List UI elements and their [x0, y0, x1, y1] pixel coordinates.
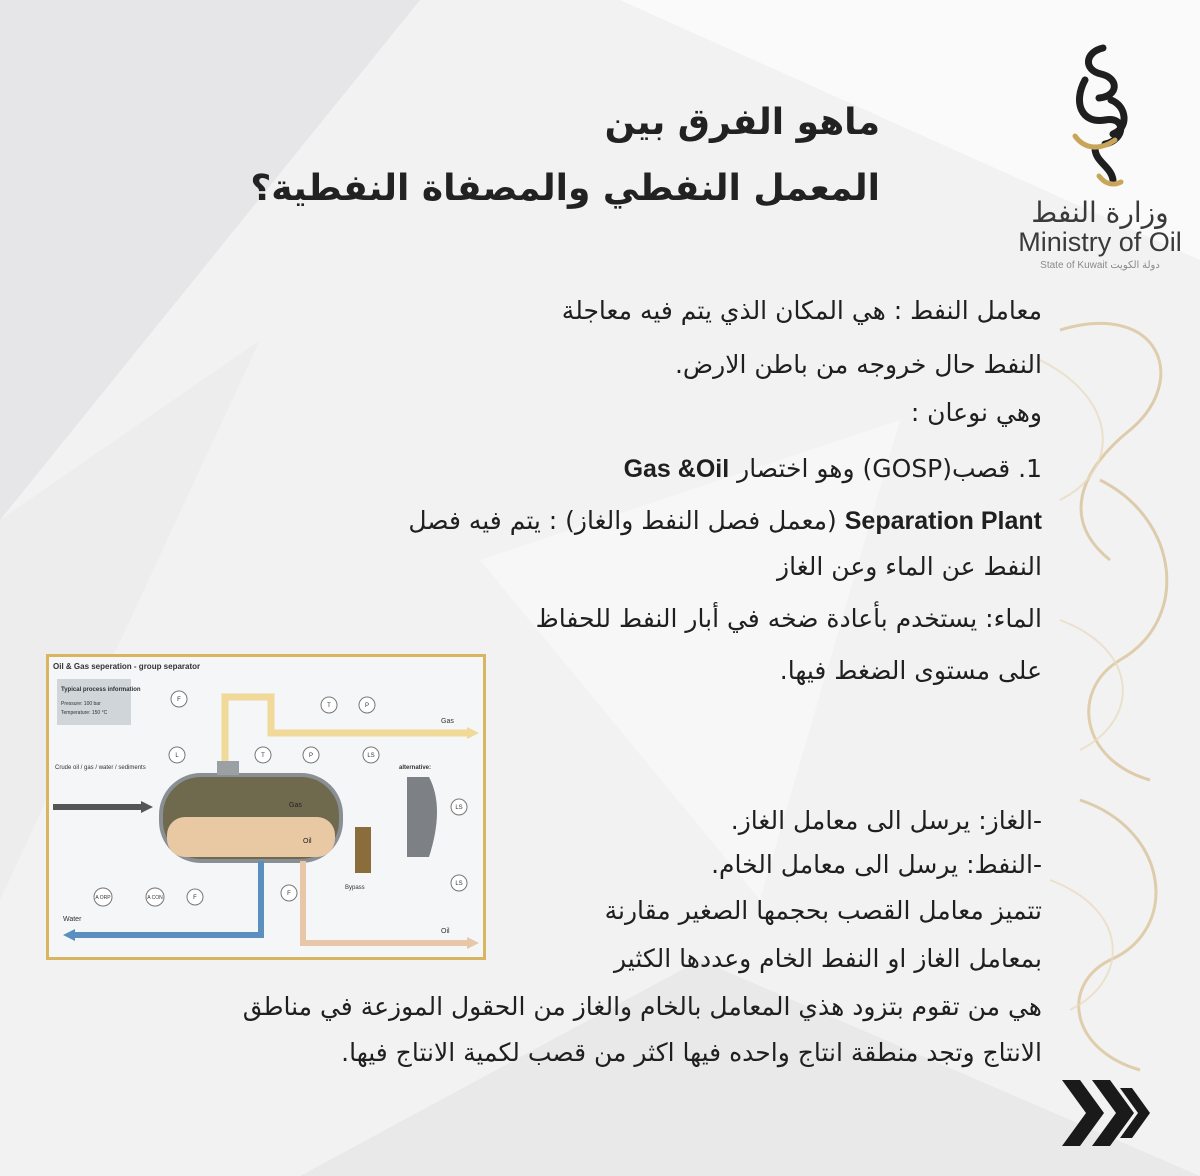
oil-layer	[167, 817, 335, 857]
bypass-column	[355, 827, 371, 873]
vessel-dome	[217, 761, 239, 775]
body-line-11: هي من تقوم بتزود هذي المعامل بالخام والغاز من الحقول الموزعة في مناطق	[242, 992, 1042, 1021]
gauge-label: LS	[455, 881, 463, 887]
body-line-12: الانتاج وتجد منطقة انتاج واحده فيها اكثر من قصب لكمية الانتاج فيها.	[341, 1038, 1042, 1067]
process-info-pressure: Pressure: 100 bar	[61, 701, 101, 707]
water-output-label: Water	[63, 916, 82, 923]
gauge-label: P	[364, 703, 370, 709]
next-chevrons-icon	[1062, 1078, 1150, 1148]
gauge-label: LS	[455, 805, 463, 811]
body-line-2: النفط حال خروجه من باطن الارض.	[674, 350, 1042, 379]
gauge-label: F	[193, 895, 197, 901]
input-label: Crude oil / gas / water / sediments	[55, 765, 146, 771]
gosp-arabic-2: (معمل فصل النفط والغاز) : يتم فيه فصل	[408, 506, 845, 535]
body-line-8: -النفط: يرسل الى معامل الخام.	[711, 850, 1042, 879]
body-line-1: معامل النفط : هي المكان الذي يتم فيه معاجلة	[561, 296, 1042, 325]
body-line-9: تتميز معامل القصب بحجمها الصغير مقارنة	[604, 896, 1042, 925]
body-line-5: الماء: يستخدم بأعادة ضخه في أبار النفط للحفاظ	[535, 604, 1042, 633]
diagram-title: Oil & Gas seperation - group separator	[53, 662, 201, 671]
vessel-gas-label: Gas	[289, 802, 302, 809]
calligraphy-emblem-icon	[1055, 40, 1145, 190]
gas-output-label: Gas	[441, 718, 454, 725]
page-title-line-2: المعمل النفطي والمصفاة النفطية؟	[250, 168, 880, 209]
gauge-label: T	[261, 753, 265, 759]
gauge-label: F	[287, 891, 291, 897]
body-line-6: على مستوى الضغط فيها.	[779, 656, 1042, 685]
ministry-logo	[1010, 40, 1190, 271]
process-info-title: Typical process information	[61, 687, 141, 693]
gauge-label: A CON	[147, 895, 163, 901]
gauge-label: P	[308, 753, 314, 759]
body-line-3: وهي نوعان :	[910, 398, 1042, 427]
gosp-intro: 1. قصب(GOSP) وهو اختصار	[729, 454, 1042, 483]
separator-diagram	[46, 654, 486, 960]
body-line-gosp-2	[408, 506, 1042, 536]
vessel-oil-label: Oil	[303, 838, 312, 845]
gosp-english-1: Gas &Oil	[623, 455, 730, 483]
oil-output-label: Oil	[441, 928, 450, 935]
body-line-4: النفط عن الماء وعن الغاز	[777, 552, 1042, 581]
process-info-temperature: Temperature: 150 °C	[61, 710, 108, 716]
gauge-label: T	[327, 703, 331, 709]
logo-arabic-name: وزارة النفط	[1031, 196, 1169, 229]
body-line-10: بمعامل الغاز او النفط الخام وعددها الكثير	[613, 944, 1042, 973]
gauge-label: F	[177, 697, 181, 703]
gauge-label: A ORP	[95, 895, 111, 901]
gauge-label: LS	[367, 753, 375, 759]
logo-english-name: Ministry of Oil	[1018, 227, 1182, 257]
body-line-gosp	[624, 454, 1042, 484]
gauge-label: L	[175, 753, 179, 759]
logo-subtitle: State of Kuwait دولة الكويت	[1040, 260, 1160, 271]
page-title-line-1: ماهو الفرق بين	[604, 102, 880, 143]
body-line-7: -الغاز: يرسل الى معامل الغاز.	[730, 806, 1042, 835]
bypass-label: Bypass	[345, 885, 365, 891]
separator-diagram-svg	[49, 657, 483, 957]
gosp-english-2: Separation Plant	[844, 507, 1042, 535]
alternative-label: alternative:	[399, 765, 432, 771]
